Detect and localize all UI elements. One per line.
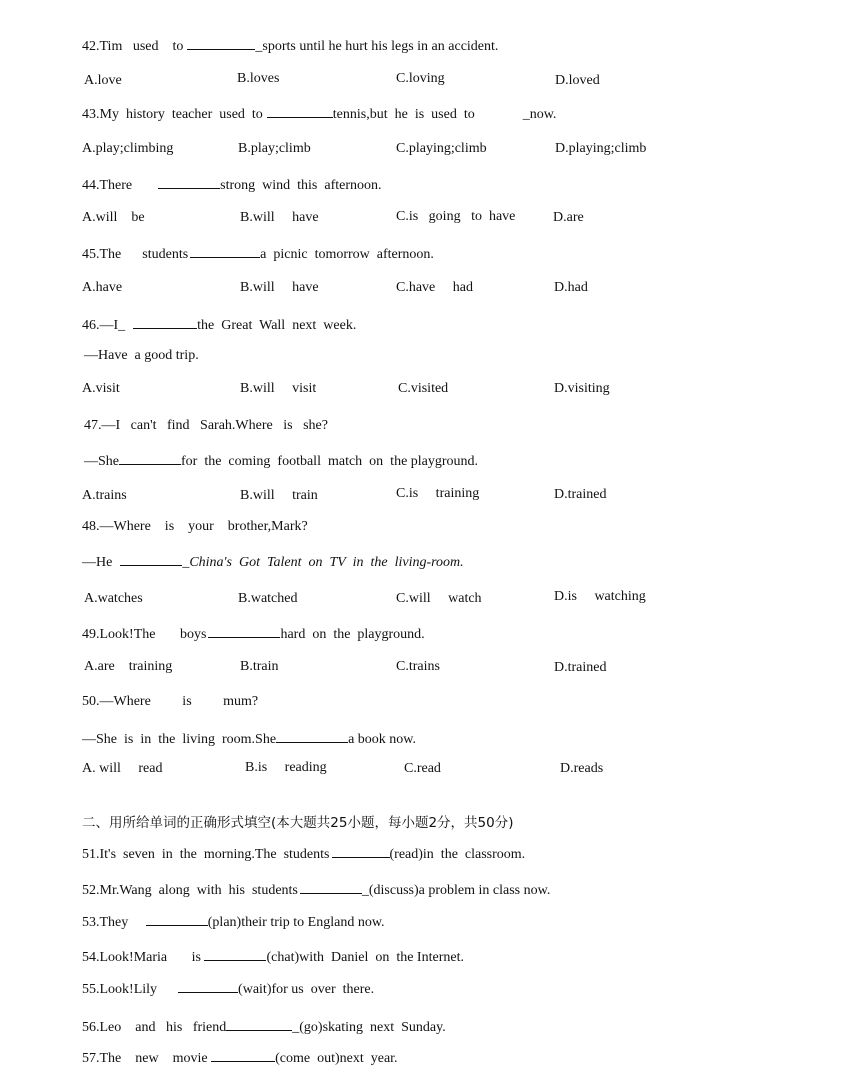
option-d[interactable]: D.loved bbox=[555, 73, 600, 88]
question-text: 53.They bbox=[82, 915, 146, 930]
question-text: 44.There bbox=[82, 178, 133, 193]
answer-blank[interactable] bbox=[267, 104, 333, 118]
answer-blank[interactable] bbox=[226, 1017, 292, 1031]
option-d[interactable]: D.reads bbox=[560, 761, 604, 776]
question-text: tennis,but he is used to bbox=[332, 107, 475, 122]
option-a[interactable]: A.are training bbox=[84, 659, 173, 674]
question-50: 50.—Where is mum? bbox=[82, 694, 259, 709]
option-a[interactable]: A.play;climbing bbox=[82, 141, 174, 156]
option-c[interactable]: C.playing;climb bbox=[396, 141, 487, 156]
question-text: _(go)skating next Sunday. bbox=[292, 1020, 446, 1035]
answer-blank[interactable] bbox=[300, 880, 362, 894]
option-c[interactable]: C.will watch bbox=[396, 591, 482, 606]
option-b[interactable]: B.will have bbox=[240, 210, 319, 225]
option-c[interactable]: C.read bbox=[404, 761, 441, 776]
question-text: (read)in the classroom. bbox=[389, 847, 526, 862]
question-text: _now. bbox=[522, 107, 557, 122]
option-d[interactable]: D.are bbox=[553, 210, 584, 225]
option-a[interactable]: A.love bbox=[84, 73, 122, 88]
option-a[interactable]: A.will be bbox=[82, 210, 145, 225]
fill-item-54 bbox=[82, 947, 464, 967]
dialogue-reply: —Have a good trip. bbox=[84, 348, 199, 363]
question-text: strong wind this afternoon. bbox=[220, 178, 382, 193]
option-c[interactable]: C.visited bbox=[398, 381, 449, 396]
answer-blank[interactable] bbox=[204, 947, 266, 961]
question-text: 55.Look!Lily bbox=[82, 982, 179, 997]
question-text: —She bbox=[84, 454, 119, 469]
question-text: a picnic tomorrow afternoon. bbox=[260, 247, 434, 262]
answer-blank[interactable] bbox=[190, 244, 260, 258]
question-text: (plan)their trip to England now. bbox=[207, 915, 385, 930]
question-text: —He bbox=[82, 555, 113, 570]
answer-blank[interactable] bbox=[211, 1048, 275, 1062]
question-text: a book now. bbox=[348, 732, 416, 747]
answer-blank[interactable] bbox=[178, 979, 238, 993]
option-a[interactable]: A.trains bbox=[82, 488, 127, 503]
question-47: 47.—I can't find Sarah.Where is she? bbox=[84, 418, 328, 433]
answer-blank[interactable] bbox=[332, 844, 390, 858]
question-44 bbox=[82, 175, 382, 195]
question-47-line2 bbox=[84, 451, 478, 471]
option-d[interactable]: D.had bbox=[554, 280, 588, 295]
option-b[interactable]: B.will have bbox=[240, 280, 319, 295]
fill-item-52 bbox=[82, 880, 550, 900]
question-text: _(discuss)a problem in class now. bbox=[361, 883, 551, 898]
option-b[interactable]: B.will train bbox=[240, 488, 318, 503]
answer-blank[interactable] bbox=[146, 912, 208, 926]
option-c[interactable]: C.trains bbox=[396, 659, 440, 674]
question-text: 52.Mr.Wang along with his students bbox=[82, 883, 298, 898]
question-text: 57.The new movie bbox=[82, 1051, 212, 1066]
option-a[interactable]: A.watches bbox=[84, 591, 143, 606]
option-a[interactable]: A. will read bbox=[82, 761, 163, 776]
answer-blank[interactable] bbox=[276, 729, 348, 743]
answer-blank[interactable] bbox=[158, 175, 220, 189]
answer-blank[interactable] bbox=[208, 624, 280, 638]
answer-blank[interactable] bbox=[119, 451, 181, 465]
question-text: for the coming football match on the playground. bbox=[181, 454, 479, 469]
fill-item-51 bbox=[82, 844, 525, 864]
question-text: hard on the playground. bbox=[280, 627, 425, 642]
question-42 bbox=[82, 36, 498, 56]
option-c[interactable]: C.loving bbox=[396, 71, 445, 86]
question-49 bbox=[82, 624, 425, 644]
question-text: —She is in the living room.She bbox=[82, 732, 277, 747]
question-text: _sports until he hurt his legs in an accident. bbox=[255, 39, 499, 54]
question-text: 43.My history teacher used to bbox=[82, 107, 263, 122]
option-d[interactable]: D.trained bbox=[554, 487, 607, 502]
question-43 bbox=[82, 104, 556, 124]
question-text: the Great Wall next week. bbox=[197, 318, 357, 333]
question-45 bbox=[82, 244, 434, 264]
fill-item-55 bbox=[82, 979, 374, 999]
question-text: _China's Got Talent on TV in the living-room. bbox=[182, 555, 464, 570]
option-c[interactable]: C.have had bbox=[396, 280, 473, 295]
question-text: (come out)next year. bbox=[275, 1051, 398, 1066]
option-b[interactable]: B.will visit bbox=[240, 381, 317, 396]
question-48: 48.—Where is your brother,Mark? bbox=[82, 519, 308, 534]
question-48-line2 bbox=[82, 552, 464, 572]
question-text: 49.Look!The boys bbox=[82, 627, 207, 642]
option-d[interactable]: D.playing;climb bbox=[555, 141, 647, 156]
answer-blank[interactable] bbox=[120, 552, 182, 566]
question-50-line2 bbox=[82, 729, 416, 749]
question-46 bbox=[82, 315, 356, 335]
question-text: 42.Tim used to bbox=[82, 39, 184, 54]
question-text: 46.—I_ bbox=[82, 318, 126, 333]
option-d[interactable]: D.is watching bbox=[554, 589, 646, 604]
option-b[interactable]: B.watched bbox=[238, 591, 298, 606]
option-b[interactable]: B.is reading bbox=[245, 760, 327, 775]
answer-blank[interactable] bbox=[187, 36, 255, 50]
option-b[interactable]: B.loves bbox=[237, 71, 280, 86]
fill-item-53 bbox=[82, 912, 385, 932]
section-heading: 二、用所给单词的正确形式填空(本大题共25小题，每小题2分，共50分) bbox=[82, 815, 514, 831]
question-text: 54.Look!Maria is bbox=[82, 950, 205, 965]
option-d[interactable]: D.visiting bbox=[554, 381, 610, 396]
option-b[interactable]: B.play;climb bbox=[238, 141, 311, 156]
question-text: 45.The students bbox=[82, 247, 189, 262]
question-text: (chat)with Daniel on the Internet. bbox=[266, 950, 464, 965]
question-text: (wait)for us over there. bbox=[238, 982, 375, 997]
fill-item-57 bbox=[82, 1048, 398, 1068]
option-c[interactable]: C.is going to have bbox=[396, 209, 516, 224]
option-c[interactable]: C.is training bbox=[396, 486, 480, 501]
option-b[interactable]: B.train bbox=[240, 659, 279, 674]
fill-item-56 bbox=[82, 1017, 446, 1037]
option-d[interactable]: D.trained bbox=[554, 660, 607, 675]
question-text: 51.It's seven in the morning.The students bbox=[82, 847, 330, 862]
question-text: 56.Leo and his friend bbox=[82, 1020, 227, 1035]
answer-blank[interactable] bbox=[133, 315, 197, 329]
option-a[interactable]: A.have bbox=[82, 280, 123, 295]
option-a[interactable]: A.visit bbox=[82, 381, 120, 396]
